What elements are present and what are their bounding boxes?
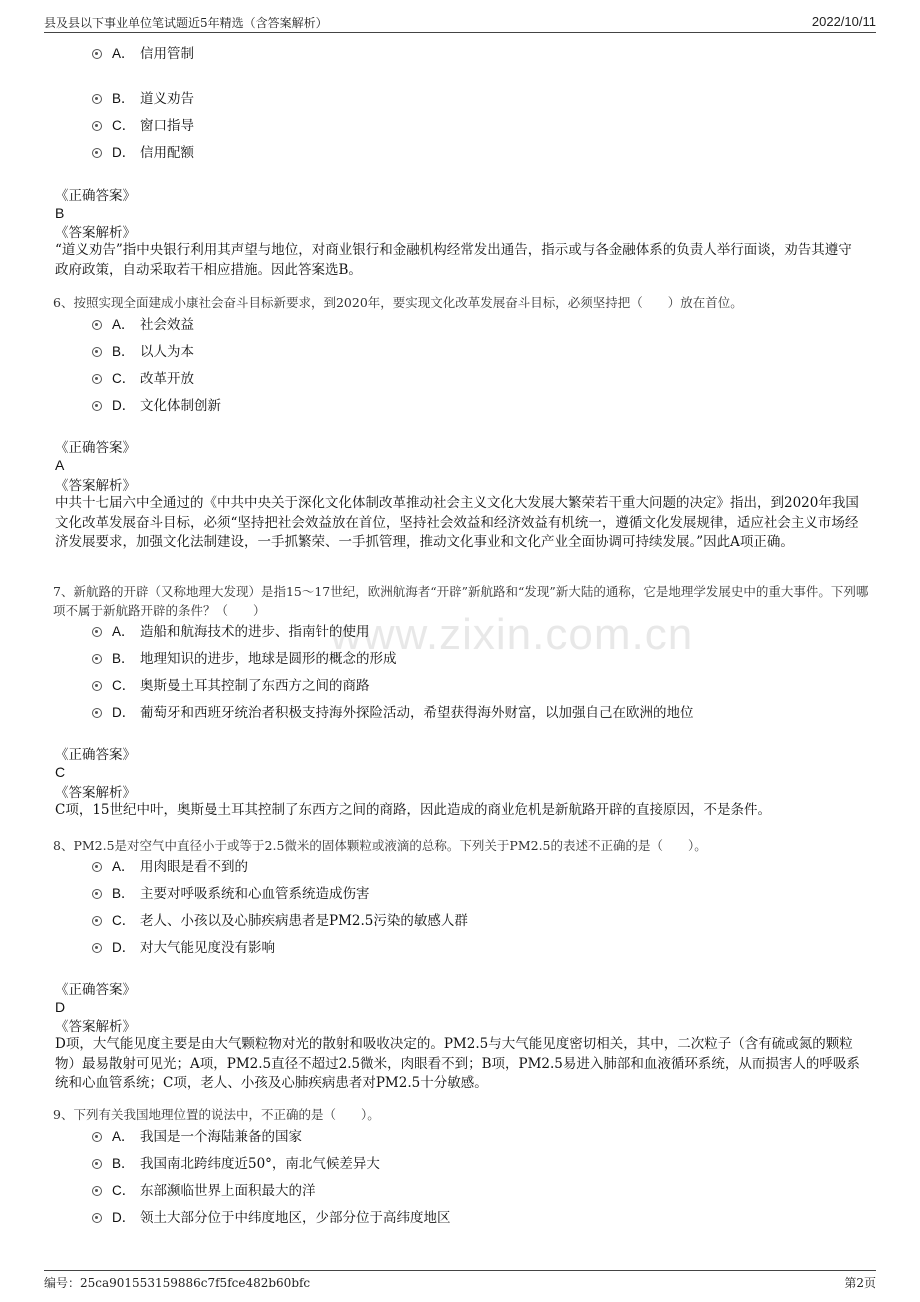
q5-option-d[interactable]: D． 信用配额 — [92, 143, 194, 163]
radio-icon[interactable] — [92, 320, 102, 330]
q5-option-a[interactable]: A． 信用管制 — [92, 44, 194, 64]
radio-icon[interactable] — [92, 862, 102, 872]
radio-icon[interactable] — [92, 708, 102, 718]
document-title: 县及县以下事业单位笔试题近5年精选（含答案解析） — [44, 16, 328, 30]
q8-option-b[interactable]: B． 主要对呼吸系统和心血管系统造成伤害 — [92, 884, 370, 904]
radio-icon[interactable] — [92, 1213, 102, 1223]
q6-option-c[interactable]: C． 改革开放 — [92, 369, 194, 389]
q5-option-b[interactable]: B． 道义劝告 — [92, 89, 194, 109]
radio-icon[interactable] — [92, 681, 102, 691]
correct-answer-label: 《正确答案》 — [55, 982, 136, 998]
correct-answer-label: 《正确答案》 — [55, 747, 136, 763]
analysis-text: “道义劝告”指中央银行利用其声望与地位，对商业银行和金融机构经常发出通告，指示或与各金融体系的负责人举行面谈，劝告其遵守政府政策，自动采取若干相应措施。因此答案选B。 — [55, 242, 852, 278]
question-8: 8、PM2.5是对空气中直径小于或等于2.5微米的固体颗粒或液滴的总称。下列关于PM2.5的表述不正确的是（ ）。 — [53, 838, 707, 853]
radio-icon[interactable] — [92, 654, 102, 664]
correct-answer: B — [55, 205, 65, 221]
radio-icon[interactable] — [92, 121, 102, 131]
correct-answer: A — [55, 457, 65, 473]
question-7: 7、新航路的开辟（又称地理大发现）是指15～17世纪，欧洲航海者“开辟”新航路和“发现”新大陆的通称，它是地理学发展史中的重大事件。下列哪项不属于新航路开辟的条件？（ ） — [53, 584, 869, 618]
q9-option-a[interactable]: A． 我国是一个海陆兼备的国家 — [92, 1127, 302, 1147]
q7-option-d[interactable]: D． 葡萄牙和西班牙统治者积极支持海外探险活动，希望获得海外财富，以加强自己在欧洲的地位 — [92, 703, 694, 723]
analysis-label: 《答案解析》 — [55, 1019, 136, 1035]
page-footer — [44, 1270, 876, 1293]
radio-icon[interactable] — [92, 916, 102, 926]
radio-icon[interactable] — [92, 627, 102, 637]
radio-icon[interactable] — [92, 889, 102, 899]
radio-icon[interactable] — [92, 1159, 102, 1169]
q7-option-a[interactable]: A． 造船和航海技术的进步、指南针的使用 — [92, 622, 370, 642]
page-number: 第2页 — [844, 1276, 876, 1290]
correct-answer: D — [55, 999, 66, 1015]
radio-icon[interactable] — [92, 1186, 102, 1196]
q5-option-c[interactable]: C． 窗口指导 — [92, 116, 194, 136]
radio-icon[interactable] — [92, 1132, 102, 1142]
radio-icon[interactable] — [92, 148, 102, 158]
radio-icon[interactable] — [92, 49, 102, 59]
question-9: 9、下列有关我国地理位置的说法中，不正确的是（ ）。 — [53, 1107, 380, 1122]
document-date: 2022/10/11 — [811, 14, 876, 29]
analysis-label: 《答案解析》 — [55, 225, 136, 241]
correct-answer-label: 《正确答案》 — [55, 188, 136, 204]
correct-answer: C — [55, 764, 66, 780]
q8-option-a[interactable]: A． 用肉眼是看不到的 — [92, 857, 248, 877]
analysis-label: 《答案解析》 — [55, 785, 136, 801]
document-code: 编号：25ca901553159886c7f5fce482b60bfc — [44, 1276, 311, 1290]
analysis-text: C项，15世纪中叶，奥斯曼土耳其控制了东西方之间的商路，因此造成的商业危机是新航路开辟的直接原因，不是条件。 — [55, 802, 772, 818]
q7-option-c[interactable]: C． 奥斯曼土耳其控制了东西方之间的商路 — [92, 676, 370, 696]
q7-option-b[interactable]: B． 地理知识的进步，地球是圆形的概念的形成 — [92, 649, 397, 669]
radio-icon[interactable] — [92, 943, 102, 953]
analysis-text: D项，大气能见度主要是由大气颗粒物对光的散射和吸收决定的。PM2.5与大气能见度密切相关，其中，二次粒子（含有硫或氮的颗粒物）最易散射可见光；A项，PM2.5直径不超过2.5微米，肉眼看不到；B项，PM2.5易进入肺部和血液循环系统，从而损害人的呼吸系统和心血管系统；C项，老人、小孩及心肺疾病患者对PM2.5十分敏感。 — [55, 1036, 860, 1091]
q6-option-a[interactable]: A． 社会效益 — [92, 315, 194, 335]
analysis-text: 中共十七届六中全通过的《中共中央关于深化文化体制改革推动社会主义文化大发展大繁荣若干重大问题的决定》指出，到2020年我国文化改革发展奋斗目标，必须“坚持把社会效益放在首位，坚持社会效益和经济效益有机统一，遵循文化发展规律，适应社会主义市场经济发展要求，加强文化法制建设，一手抓繁荣、一手抓管理，推动文化事业和文化产业全面协调可持续发展。”因此A项正确。 — [55, 495, 859, 550]
watermark: www.zixin.com.cn — [330, 610, 694, 659]
q9-option-b[interactable]: B． 我国南北跨纬度近50°，南北气候差异大 — [92, 1154, 380, 1174]
q8-option-c[interactable]: C． 老人、小孩以及心肺疾病患者是PM2.5污染的敏感人群 — [92, 911, 468, 931]
page-header — [44, 12, 876, 33]
q9-option-c[interactable]: C． 东部濒临世界上面积最大的洋 — [92, 1181, 316, 1201]
q9-option-d[interactable]: D． 领土大部分位于中纬度地区，少部分位于高纬度地区 — [92, 1208, 451, 1228]
q8-option-d[interactable]: D． 对大气能见度没有影响 — [92, 938, 275, 958]
radio-icon[interactable] — [92, 401, 102, 411]
q6-option-b[interactable]: B． 以人为本 — [92, 342, 194, 362]
q6-option-d[interactable]: D． 文化体制创新 — [92, 396, 221, 416]
radio-icon[interactable] — [92, 347, 102, 357]
radio-icon[interactable] — [92, 374, 102, 384]
question-6: 6、按照实现全面建成小康社会奋斗目标新要求，到2020年，要实现文化改革发展奋斗目标，必须坚持把（ ）放在首位。 — [53, 295, 743, 310]
radio-icon[interactable] — [92, 94, 102, 104]
correct-answer-label: 《正确答案》 — [55, 440, 136, 456]
analysis-label: 《答案解析》 — [55, 478, 136, 494]
